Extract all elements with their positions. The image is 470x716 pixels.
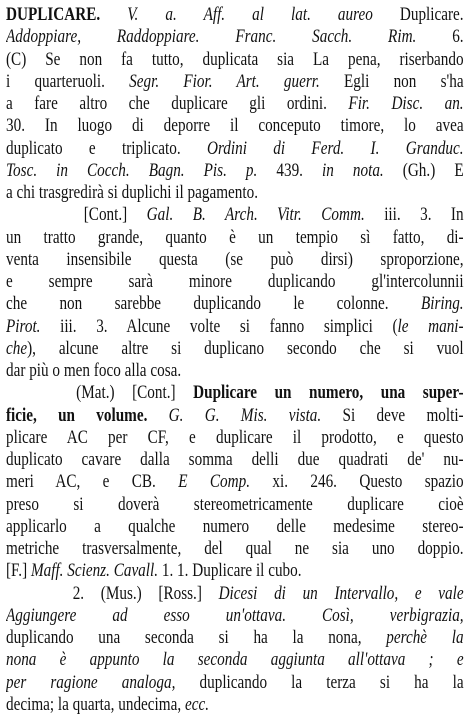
text-span: dar più o men foco alla cosa.	[6, 360, 182, 381]
text-line	[6, 160, 464, 182]
text-italic: E Comp.	[178, 471, 251, 493]
text-line	[6, 516, 464, 538]
text-line	[6, 427, 464, 449]
text-span: iii. 3. Alcune volte si fanno simplici (	[40, 315, 398, 337]
text-line	[6, 115, 464, 137]
headword: DUPLICARE.	[6, 4, 101, 25]
text-bold: ficie, un volume.	[6, 404, 148, 426]
text-italic: nona è appunto la seconda aggiunta all'ottava ; e	[6, 649, 464, 671]
text-span	[311, 4, 338, 25]
text-line	[6, 182, 464, 204]
text-span: duplicato cavare dalla somma delli due quadrati de' nu-	[6, 449, 464, 470]
text-span: iii. 3. In	[364, 204, 464, 226]
text-span: Egli non s'ha	[319, 70, 464, 92]
text-italic: Pirot.	[6, 315, 41, 337]
text-span: [Cont.]	[6, 204, 147, 226]
text-span: duplicato e triplicato.	[6, 137, 207, 159]
text-span: e sempre sarà minore duplicando gl'intercolunnii	[6, 271, 464, 292]
text-line	[6, 71, 464, 93]
text-italic: Maff. Scienz. Cavall.	[30, 560, 159, 582]
text-line	[6, 605, 464, 627]
text-line	[6, 49, 464, 71]
text-span: un tratto grande, quanto è un tempio sì fatto, di-	[6, 226, 464, 248]
text-line	[6, 93, 464, 115]
text-span: a chi trasgredirà si duplichi il pagamento.	[6, 182, 258, 203]
text-italic: Fir. Disc. an.	[348, 93, 464, 114]
text-italic: G. G. Mis. vista.	[168, 404, 322, 426]
text-span: metriche trasversalmente, del qual ne sia uno doppio.	[6, 538, 464, 559]
text-span: (Mat.) [Cont.]	[6, 382, 194, 404]
text-span: Duplicare.	[372, 4, 464, 25]
text-italic: Aggiungere ad esso un'ottava. Così, verbigrazia,	[6, 604, 464, 626]
text-line	[6, 560, 464, 582]
text-span: (Gh.) E	[383, 159, 464, 181]
text-italic: Tosc. in Cocch. Bagn. Pis. p.	[6, 159, 258, 181]
text-line	[6, 249, 464, 271]
text-bold: Duplicare un numero, una super-	[193, 382, 464, 404]
text-italic: in nota.	[322, 159, 384, 181]
text-line	[6, 471, 464, 493]
text-line	[6, 227, 464, 249]
text-span: preso si doverà stereometricamente duplicare cioè	[6, 493, 464, 515]
text-span: xi. 246. Questo spazio	[250, 471, 464, 493]
text-span: duplicando la terza si ha la	[175, 671, 464, 693]
text-span: 6.	[416, 26, 464, 48]
text-span: Si deve molti-	[321, 404, 464, 426]
text-span: 30. In luogo di deporre il conceputo timore, lo avea	[6, 115, 464, 137]
text-line	[6, 449, 464, 471]
text-line	[6, 649, 464, 671]
text-span: 439.	[257, 159, 323, 181]
text-line	[6, 494, 464, 516]
text-line	[6, 583, 464, 605]
text-span: applicarlo a qualche numero delle medesime stereo-	[6, 515, 464, 537]
text-span: venta insensibile questa (se può dirsi) sproporzione,	[6, 248, 464, 270]
text-italic: Dicesi di un Intervallo, e vale	[218, 582, 464, 604]
text-italic: le mani-	[397, 315, 464, 337]
text-italic: aureo	[337, 4, 373, 25]
text-line	[6, 316, 464, 338]
text-span: a fare altro che duplicare gli ordini.	[6, 93, 349, 114]
text-span: che non sarebbe duplicando le colonne.	[6, 293, 421, 315]
text-span: i quarteruoli.	[6, 70, 130, 92]
text-line	[6, 694, 464, 716]
text-italic: che	[6, 337, 28, 359]
text-italic: Ordini di Ferd. I. Granduc.	[206, 137, 464, 159]
text-line	[6, 405, 464, 427]
text-line	[6, 204, 464, 226]
text-span	[147, 405, 168, 426]
text-line	[6, 26, 464, 48]
text-line	[6, 538, 464, 560]
text-span: duplicando una seconda si ha la nona,	[6, 627, 387, 648]
text-line	[6, 4, 464, 26]
text-italic: Biring.	[420, 293, 464, 315]
text-italic: Addoppiare, Raddoppiare. Franc. Sacch. Rim.	[6, 26, 417, 48]
text-italic: perchè la	[386, 627, 464, 648]
text-span: [F.]	[6, 560, 31, 582]
text-span: (C) Se non fa tutto, duplicata sia La pena, riserbando	[6, 48, 464, 70]
text-span: plicare AC per CF, e duplicare il prodotto, e questo	[6, 426, 464, 448]
text-italic: Gal. B. Arch. Vitr. Comm.	[146, 204, 365, 226]
text-line	[6, 293, 464, 315]
text-span: decima; la quarta, undecima,	[6, 693, 185, 715]
text-line	[6, 271, 464, 293]
text-italic: ecc.	[184, 693, 209, 715]
text-line	[6, 138, 464, 160]
text-line	[6, 338, 464, 360]
text-line	[6, 627, 464, 649]
text-span: 1. 1. Duplicare il cubo.	[158, 560, 302, 582]
text-span: meri AC, e CB.	[6, 471, 179, 493]
text-italic: V. a. Aff. al lat.	[100, 4, 311, 25]
text-italic: Segr. Fior. Art. guerr.	[129, 70, 320, 92]
text-span: 2. (Mus.) [Ross.]	[6, 582, 219, 604]
text-span: ), alcune altre si duplicano secondo che si vuol	[27, 337, 464, 359]
text-italic: per ragione analoga,	[6, 671, 176, 693]
text-line	[6, 382, 464, 404]
text-line	[6, 360, 464, 382]
